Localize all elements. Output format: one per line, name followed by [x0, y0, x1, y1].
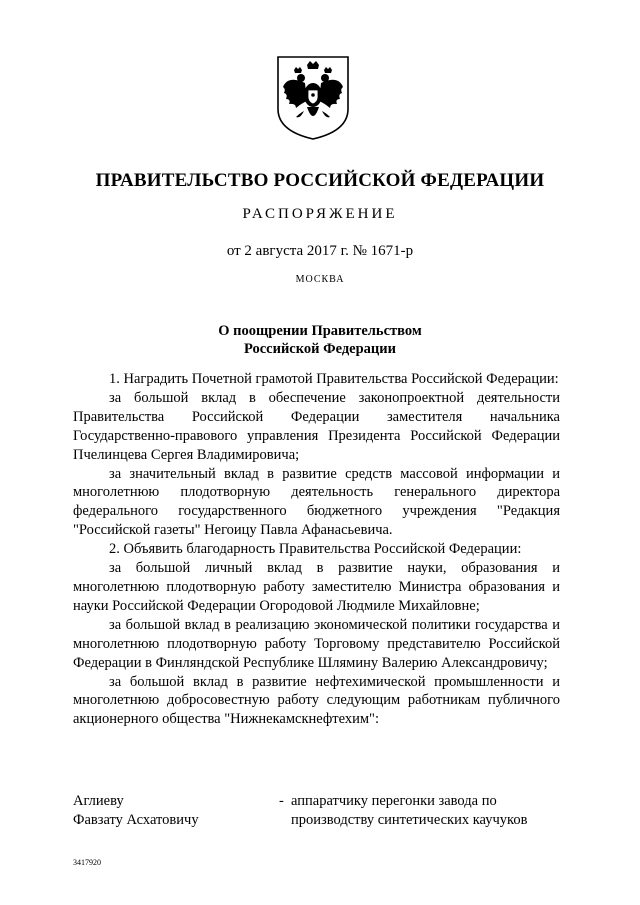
awardee-position: [291, 792, 561, 830]
paragraph-5: за большой личный вклад в развитие науки, образования и многолетнюю плодотворную работу заместителю Министра образования и науки Российской Федерации Огородовой Людмиле Михайловне;: [73, 560, 560, 614]
paragraph-6: за большой вклад в реализацию экономической политики государства и многолетнюю плодотворную работу Торговому представителю Российской Федерации в Финляндской Республике Шлямину Валерию Александровичу;: [73, 616, 560, 671]
document-city: МОСКВА: [295, 274, 345, 285]
paragraph-2: за большой вклад в обеспечение законопроектной деятельности Правительства Российской Федерации заместителя начальника Государственно-правового управления Президента Российской Федерации Пчелинцева Сергея Владимировича;: [73, 389, 560, 463]
awardee-position-line-1: аппаратчику перегонки завода по: [291, 793, 497, 809]
paragraph-7: за большой вклад в развитие нефтехимической промышленности и многолетнюю добросовестную работу следующим работникам публичного акционерного общества "Нижнекамскнефтехим":: [73, 673, 560, 728]
document-date-number: от 2 августа 2017 г. № 1671-р: [226, 243, 414, 259]
paragraph-4: 2. Объявить благодарность Правительства Российской Федерации:: [109, 541, 522, 558]
subject-line-2: Российской Федерации: [243, 341, 396, 357]
awardee-given-names: Фавзату Асхатовичу: [73, 811, 199, 828]
document-subject: [0, 322, 640, 358]
subject-line-1: О поощрении Правительством: [218, 323, 422, 339]
document-code: 3417920: [73, 858, 101, 867]
document-type: РАСПОРЯЖЕНИЕ: [242, 206, 398, 222]
document-body: [73, 370, 560, 729]
russian-coat-of-arms-icon: [274, 53, 352, 141]
government-title: ПРАВИТЕЛЬСТВО РОССИЙСКОЙ ФЕДЕРАЦИИ: [95, 170, 545, 191]
awardee-dash: -: [279, 793, 284, 809]
awardee-name: [73, 792, 273, 830]
awardee-position-line-2: производству синтетических каучуков: [291, 811, 528, 828]
paragraph-1: 1. Наградить Почетной грамотой Правительства Российской Федерации:: [109, 371, 559, 387]
awardee-surname: Аглиеву: [73, 793, 124, 809]
paragraph-3: за значительный вклад в развитие средств массовой информации и многолетнюю плодотворную деятельность генерального директора федерального государственного бюджетного учреждения "Редакция "Российской газеты" Негоицу Павла Афанасьевича.: [73, 465, 560, 539]
